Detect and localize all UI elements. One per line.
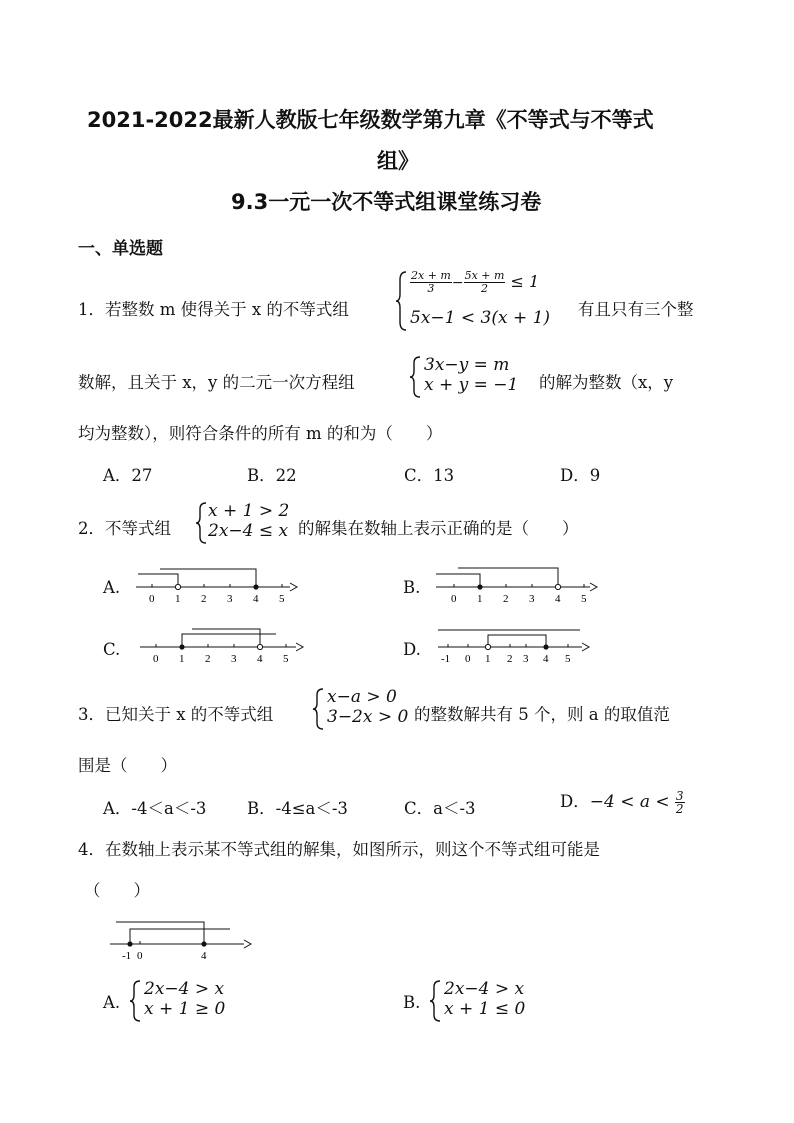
q2-number-line-d [434,622,594,670]
q2-ineq1: x + 1 > 2 [208,501,290,521]
q4-number-line [106,914,256,964]
q1-option-a[interactable]: A．27 [103,466,153,485]
tick-label: 1 [477,593,483,605]
tick-label: 3 [227,593,233,605]
q1-option-b[interactable]: B．22 [247,466,297,485]
q1-eq1: 3x−y = m [424,355,510,375]
tick-label: 2 [201,593,207,605]
tick-label: 0 [465,653,471,665]
brace-icon [396,270,408,332]
subtitle: 9.3一元一次不等式组课堂练习卷 [231,190,542,214]
q4-option-b-ineq1: 2x−4 > x [444,979,525,999]
q2-number-line-c [136,622,306,670]
tick-label: 1 [485,653,491,665]
q4-option-b-ineq2: x + 1 ≤ 0 [444,999,526,1019]
q3-option-d-fraction: $\frac{3}{2}$ [675,789,684,816]
q1-eq2: x + y = −1 [424,375,519,395]
q1-equation-system [410,355,540,399]
q1-inequality-system [396,270,566,332]
q1-line3: 均为整数），则符合条件的所有 m 的和为（ ） [78,424,443,443]
tick-label: 2 [503,593,509,605]
q1-line2-post: 的解为整数（x，y [539,373,674,392]
tick-label: -1 [122,950,132,962]
tick-label: 0 [149,593,155,605]
q4-option-a-system [130,979,240,1023]
tick-label: 2 [205,653,211,665]
tick-label: 3 [231,653,237,665]
q3-text-pre: 3．已知关于 x 的不等式组 [78,705,274,724]
title-line-2: 组》 [377,149,419,173]
tick-label: 3 [523,653,529,665]
q3-option-d[interactable] [560,788,685,815]
tick-label: 5 [279,593,285,605]
tick-label: 4 [253,593,259,605]
tick-label: 4 [257,653,263,665]
q2-option-b[interactable]: B. [403,578,421,597]
q4-option-a-ineq2: x + 1 ≥ 0 [144,999,226,1019]
q2-ineq2: 2x−4 ≤ x [208,521,289,541]
q4-line2: （ ） [84,881,150,900]
brace-icon [313,687,325,731]
q4-option-a[interactable]: A. [103,993,121,1012]
tick-label: 1 [179,653,185,665]
section-heading: 一、单选题 [78,239,163,259]
q1-text-pre: 1．若整数 m 使得关于 x 的不等式组 [78,300,349,319]
tick-label: 5 [283,653,289,665]
q1-option-c[interactable]: C．13 [404,466,455,485]
q1-option-d[interactable]: D．9 [560,466,601,485]
title-line-1: 2021-2022最新人教版七年级数学第九章《不等式与不等式 [87,108,654,132]
q2-option-d[interactable]: D. [403,640,421,659]
q2-number-line-a [130,562,300,608]
brace-icon [196,501,208,545]
brace-icon [430,979,442,1023]
tick-label: 1 [175,593,181,605]
q3-option-b[interactable]: B．-4≤a＜-3 [247,799,348,818]
tick-label: 0 [153,653,159,665]
brace-icon [130,979,142,1023]
q3-option-c[interactable]: C．a＜-3 [404,799,476,818]
tick-label: 0 [137,950,143,962]
q4-option-a-ineq1: 2x−4 > x [144,979,225,999]
q1-ineq2: 5x−1 < 3(x + 1) [410,308,551,328]
q3-inequality-system [313,687,413,731]
tick-label: 5 [581,593,587,605]
q4-option-b-system [430,979,540,1023]
q1-ineq1: $\frac{2x + m}{3}$ − $\frac{5x + m}{2}$ ≤ 1 [411,269,540,295]
q2-text-pre: 2．不等式组 [78,519,171,538]
tick-label: 4 [543,653,549,665]
tick-label: 3 [529,593,535,605]
q3-ineq2: 3−2x > 0 [327,707,409,727]
q3-line2: 围是（ ） [78,756,177,775]
tick-label: -1 [441,653,451,665]
q4-line1: 4．在数轴上表示某不等式组的解集，如图所示，则这个不等式组可能是 [78,840,600,859]
q3-option-a[interactable]: A．-4＜a＜-3 [103,799,207,818]
q4-option-b[interactable]: B. [403,993,421,1012]
brace-icon [410,355,422,399]
q2-option-a[interactable]: A. [103,578,121,597]
q2-text-post: 的解集在数轴上表示正确的是（ ） [298,519,579,538]
q1-text-post: 有且只有三个整 [578,300,694,319]
q1-line2-pre: 数解，且关于 x，y 的二元一次方程组 [78,373,355,392]
q2-option-c[interactable]: C. [103,640,121,659]
q2-inequality-system [196,501,296,545]
q3-text-post: 的整数解共有 5 个，则 a 的取值范 [414,705,670,724]
tick-label: 4 [555,593,561,605]
q3-ineq1: x−a > 0 [327,687,397,707]
tick-label: 5 [565,653,571,665]
q2-number-line-b [430,562,600,608]
q3-option-d-label: D． [560,792,590,811]
tick-label: 0 [451,593,457,605]
tick-label: 4 [201,950,207,962]
q3-option-d-math: −4 < a < [589,792,670,812]
tick-label: 2 [507,653,513,665]
